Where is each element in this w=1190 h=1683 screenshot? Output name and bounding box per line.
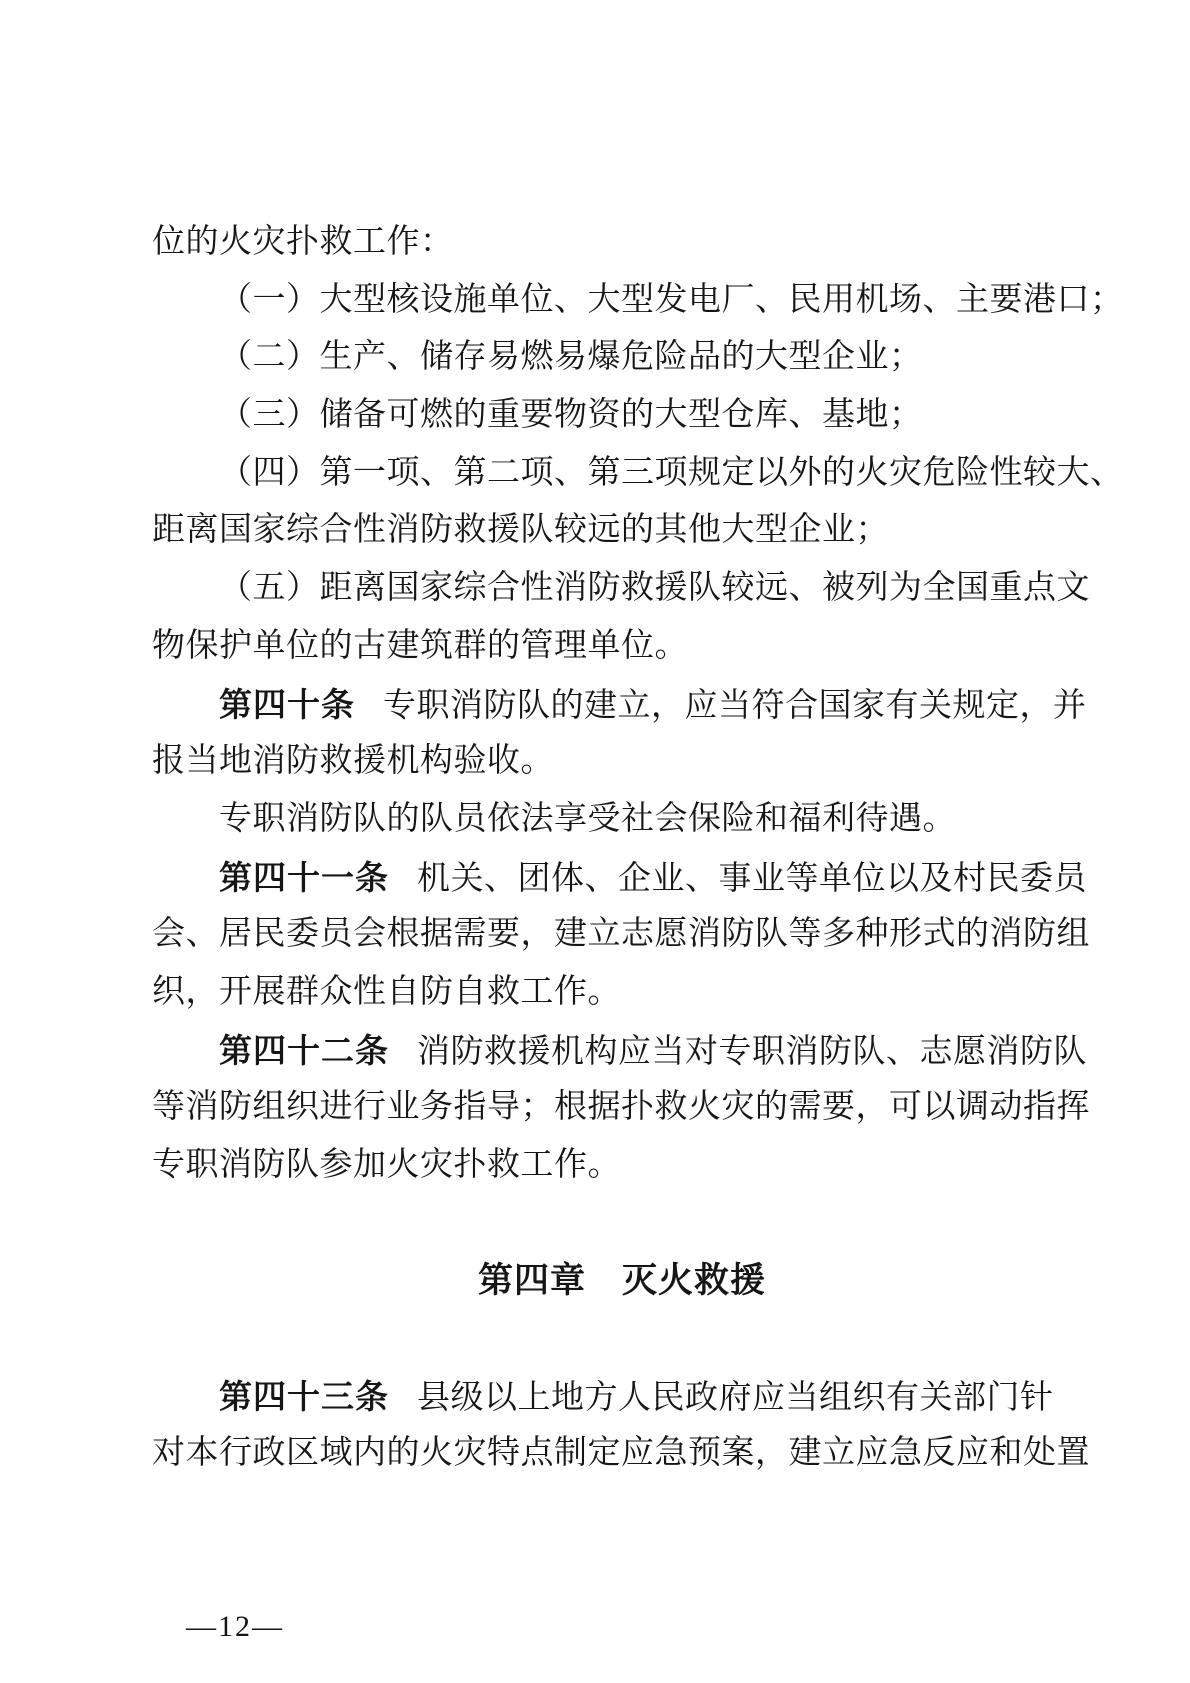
document-body <box>152 214 1124 1483</box>
line-text: 对本行政区域内的火灾特点制定应急预案，建立应急反应和处置 <box>152 1435 1090 1472</box>
line-text: 专职消防队的队员依法享受社会保险和福利待遇。 <box>219 800 956 837</box>
text-line <box>152 733 1092 791</box>
text-line <box>152 618 1092 676</box>
line-text: （五）距离国家综合性消防救援队较远、被列为全国重点文 <box>219 570 1090 607</box>
list-item-2 <box>152 329 1092 387</box>
line-text: 织，开展群众性自防自救工作。 <box>152 973 621 1010</box>
article-41-number: 第四十一条 <box>219 858 389 896</box>
list-item-1 <box>152 272 1124 330</box>
text-line <box>152 502 1092 560</box>
text-line <box>152 791 1092 849</box>
article-40-number: 第四十条 <box>219 685 355 723</box>
list-item-5 <box>152 560 1092 618</box>
line-text: 消防救援机构应当对专职消防队、志愿消防队 <box>417 1033 1087 1070</box>
list-item-3 <box>152 387 1092 445</box>
line-text: 会、居民委员会根据需要，建立志愿消防队等多种形式的消防组 <box>152 916 1090 953</box>
article-43-line <box>152 1368 1092 1426</box>
line-text: 机关、团体、企业、事业等单位以及村民委员 <box>417 860 1087 897</box>
text-line <box>152 214 1092 272</box>
chapter-heading <box>152 1252 1092 1310</box>
line-text: （一）大型核设施单位、大型发电厂、民用机场、主要港口； <box>219 281 1124 318</box>
line-text: 物保护单位的古建筑群的管理单位。 <box>152 627 688 664</box>
line-text: 县级以上地方人民政府应当组织有关部门针 <box>417 1379 1054 1416</box>
article-42-number: 第四十二条 <box>219 1031 389 1069</box>
chapter-number: 第四章 <box>477 1261 586 1301</box>
line-text: （四）第一项、第二项、第三项规定以外的火灾危险性较大、 <box>219 454 1124 491</box>
line-text: 距离国家综合性消防救援队较远的其他大型企业； <box>152 512 889 549</box>
list-item-4 <box>152 445 1124 503</box>
article-41-line <box>152 849 1092 907</box>
line-text: 专职消防队参加火灾扑救工作。 <box>152 1147 621 1183</box>
text-line <box>152 906 1092 964</box>
text-line <box>152 964 1092 1022</box>
line-text: 报当地消防救援机构验收。 <box>152 743 554 780</box>
line-text: 等消防组织进行业务指导；根据扑救火灾的需要，可以调动指挥 <box>152 1089 1090 1126</box>
line-text: 专职消防队的建立，应当符合国家有关规定，并 <box>383 687 1087 724</box>
text-line <box>152 1079 1092 1137</box>
text-line <box>152 1425 1092 1483</box>
text-line <box>152 1137 1092 1195</box>
line-text: （二）生产、储存易燃易爆危险品的大型企业； <box>219 339 923 376</box>
article-43-number: 第四十三条 <box>219 1377 389 1415</box>
article-40-line <box>152 676 1092 734</box>
line-text: （三）储备可燃的重要物资的大型仓库、基地； <box>219 397 923 434</box>
line-text: 位的火灾扑救工作： <box>152 224 454 260</box>
chapter-title: 灭火救援 <box>622 1261 767 1301</box>
article-42-line <box>152 1022 1092 1080</box>
page-number: —12— <box>186 1610 284 1643</box>
article-43-paragraph <box>152 1368 1092 1483</box>
